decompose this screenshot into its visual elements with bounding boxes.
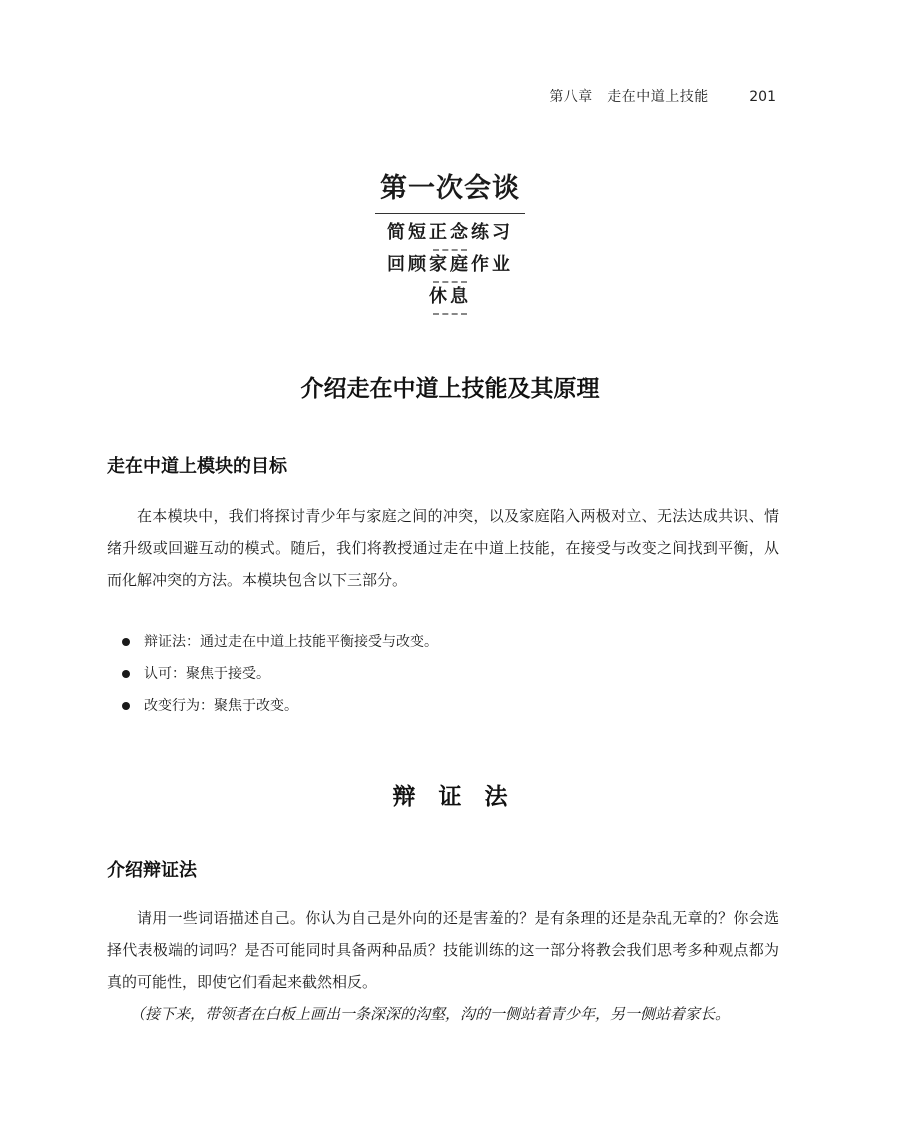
italic-note: （接下来，带领者在白板上画出一条深深的沟壑，沟的一侧站着青少年，另一侧站着家长。 xyxy=(130,1005,731,1023)
agenda-item xyxy=(375,222,525,254)
subheading: 走在中道上模块的目标 xyxy=(107,456,287,477)
dashed-divider xyxy=(433,313,467,315)
bullet-list xyxy=(122,626,438,722)
agenda-item-label: 回顾家庭作业 xyxy=(387,254,513,275)
agenda-item xyxy=(375,286,525,318)
body-paragraph: 在本模块中，我们将探讨青少年与家庭之间的冲突，以及家庭陷入两极对立、无法达成共识、情绪升级或回避互动的模式。随后，我们将教授通过走在中道上技能，在接受与改变之间找到平衡，从而化解冲突的方法。本模块包含以下三部分。 xyxy=(107,507,779,589)
agenda-item-label: 休息 xyxy=(429,286,471,307)
bullet-icon xyxy=(122,702,130,710)
agenda-list xyxy=(0,222,900,318)
agenda-item-label: 简短正念练习 xyxy=(387,222,513,243)
session-block xyxy=(0,166,900,318)
dashed-divider xyxy=(433,281,467,283)
bullet-icon xyxy=(122,670,130,678)
section-title: 介绍走在中道上技能及其原理 xyxy=(300,376,600,402)
list-item xyxy=(122,690,438,722)
list-item xyxy=(122,658,438,690)
running-header xyxy=(549,86,776,106)
page-number: 201 xyxy=(749,89,776,105)
bullet-icon xyxy=(122,638,130,646)
chapter-title: 第八章 走在中道上技能 xyxy=(549,89,709,105)
list-item xyxy=(122,626,438,658)
list-item-text: 改变行为：聚焦于改变。 xyxy=(144,698,298,714)
subheading: 介绍辩证法 xyxy=(107,860,197,881)
body-paragraph: 请用一些词语描述自己。你认为自己是外向的还是害羞的？是有条理的还是杂乱无章的？你会选择代表极端的词吗？是否可能同时具备两种品质？技能训练的这一部分将教会我们思考多种观点都为真的可能性，即使它们看起来截然相反。 xyxy=(107,909,779,991)
section-title: 辩 证 法 xyxy=(392,784,508,810)
list-item-text: 认可：聚焦于接受。 xyxy=(144,666,270,682)
agenda-item xyxy=(375,254,525,286)
dashed-divider xyxy=(433,249,467,251)
list-item-text: 辩证法：通过走在中道上技能平衡接受与改变。 xyxy=(144,634,438,650)
session-title: 第一次会谈 xyxy=(375,166,525,214)
